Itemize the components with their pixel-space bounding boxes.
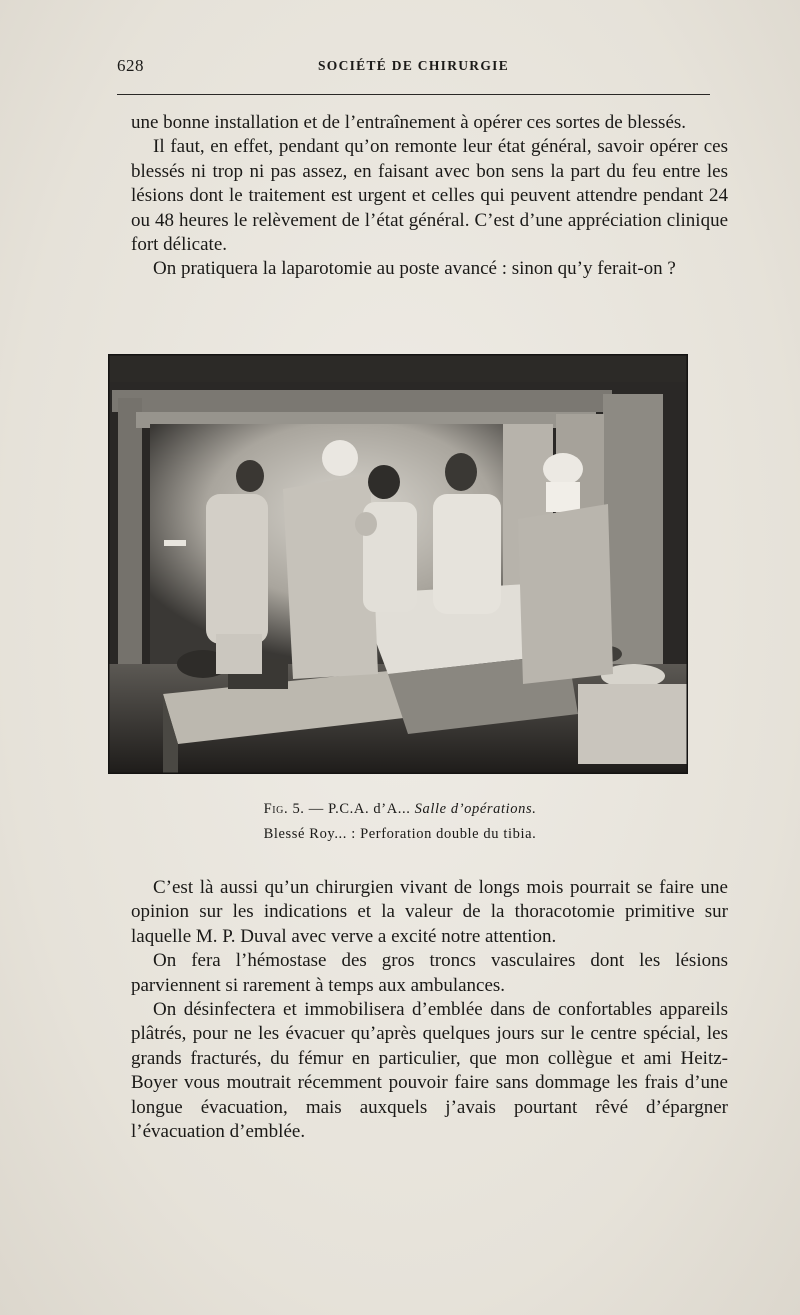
figure-caption-line-1 [150, 801, 650, 818]
page-header [117, 56, 710, 78]
paragraph: une bonne installation et de l’entraînement à opérer ces sortes de blessés. [131, 112, 687, 133]
text-block-bottom [131, 876, 728, 1144]
caption-dash: — [308, 801, 324, 817]
paragraph: On désinfectera et immobilisera d’emblée dans de confortables appareils plâtrés, pour ne les évacuer qu’après quelques jours sur le centre spécial, les grands fracturés, du fémur en particulier, que mon collègue et ami Heitz-Boyer vous moutrait récemment pouvoir faire sans dommage les frais d’une longue évacuation, mais auxquels j’avais pourtant rêvé d’épargner l’évacuation d’emblée. [131, 999, 728, 1143]
running-head: SOCIÉTÉ DE CHIRURGIE [317, 58, 510, 73]
text-block-top [131, 111, 728, 282]
paragraph: On pratiquera la laparotomie au poste avancé : sinon qu’y ferait-on ? [153, 258, 676, 280]
caption-title: Salle d’opérations. [414, 801, 537, 817]
paragraph: C’est là aussi qu’un chirurgien vivant de longs mois pourrait se faire une opinion sur les indications et la valeur de la thoracotomie primitive sur laquelle M. P. Duval avec verve a excité notre attention. [131, 877, 728, 947]
operating-room-photograph [108, 354, 688, 774]
figure-caption-line-2: Blessé Roy... : Perforation double du tibia. [263, 826, 537, 842]
paragraph: On fera l’hémostase des gros troncs vasculaires dont les lésions parviennent si rarement à temps aux ambulances. [131, 950, 728, 996]
page-number: 628 [117, 56, 144, 75]
header-rule [117, 94, 710, 95]
caption-place: P.C.A. d’A... [328, 801, 411, 817]
paragraph: Il faut, en effet, pendant qu’on remonte leur état général, savoir opérer ces blessés ni trop ni pas assez, en faisant avec bon sens la part du feu entre les lésions dont le traitement est urgent et celles qui peuvent attendre pendant 24 ou 48 heures le relèvement de l’état général. C’est d’une appréciation clinique fort délicate. [131, 136, 728, 256]
figure-label: Fig. 5. [263, 801, 305, 817]
